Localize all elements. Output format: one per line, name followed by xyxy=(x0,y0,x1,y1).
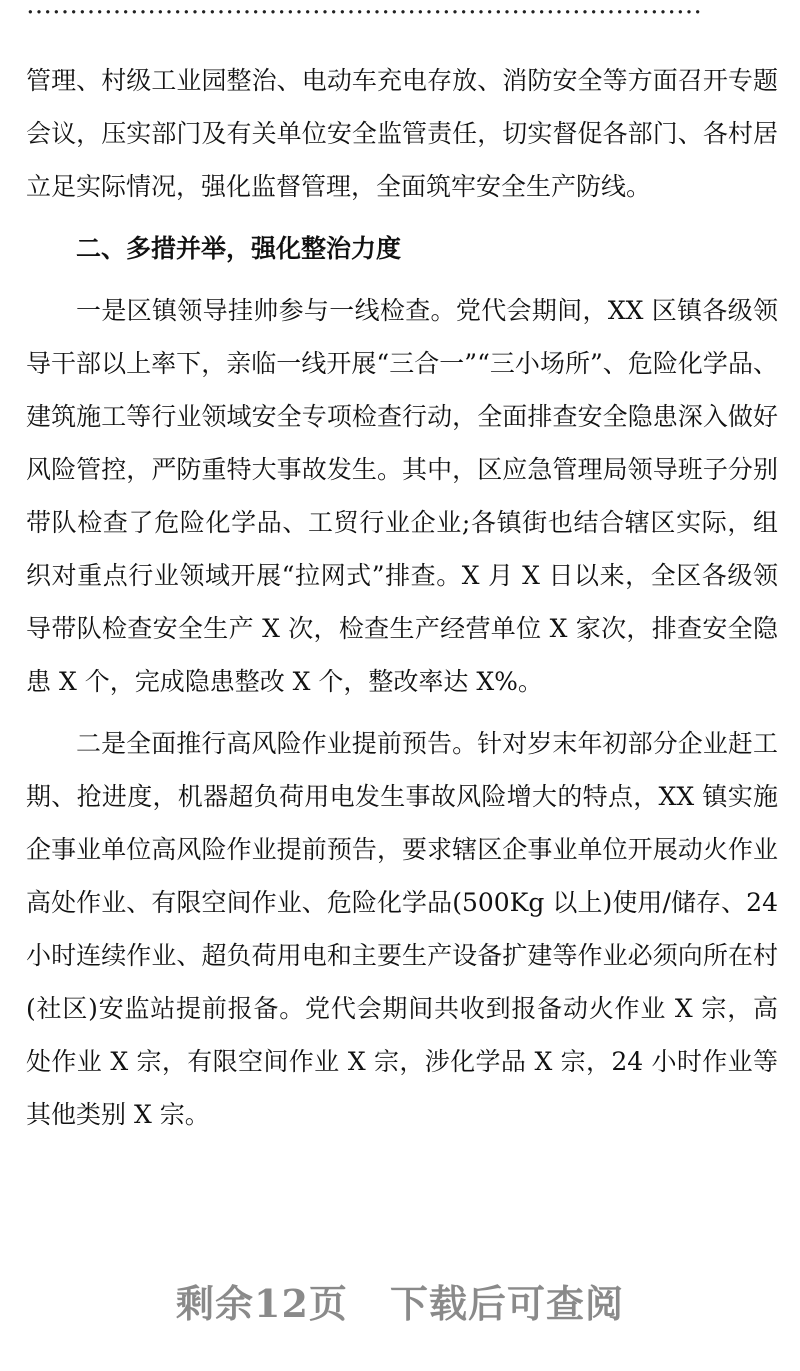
remaining-pages-label[interactable]: 剩余12页 xyxy=(176,1280,348,1326)
download-to-view-link[interactable]: 下载后可查阅 xyxy=(389,1280,624,1326)
truncated-top-line: …………………………………………………………………… xyxy=(26,0,702,20)
section-heading: 二、多措并举，强化整治力度 xyxy=(76,234,402,263)
document-body xyxy=(26,54,778,1141)
paragraph-1: 一是区镇领导挂帅参与一线检查。党代会期间，XX 区镇各级领导干部以上率下，亲临一线开展“三合一”“三小场所”、危险化学品、建筑施工等行业领域安全专项检查行动，全面排查安全隐患深入做好风险管控，严防重特大事故发生。其中，区应急管理局领导班子分别带队检查了危险化学品、工贸行业企业;各镇街也结合辖区实际，组织对重点行业领域开展“拉网式”排查。X 月 X 日以来，全区各级领导带队检查安全生产 X 次，检查生产经营单位 X 家次，排查安全隐患 X 个，完成隐患整改 X 个，整改率达 X%。 xyxy=(26,296,778,696)
download-prompt-bar xyxy=(0,1270,800,1330)
paragraph-intro-continued: 管理、村级工业园整治、电动车充电存放、消防安全等方面召开专题会议，压实部门及有关单位安全监管责任，切实督促各部门、各村居立足实际情况，强化监督管理，全面筑牢安全生产防线。 xyxy=(26,66,778,201)
paragraph-2: 二是全面推行高风险作业提前预告。针对岁末年初部分企业赶工期、抢进度，机器超负荷用电发生事故风险增大的特点，XX 镇实施企事业单位高风险作业提前预告，要求辖区企事业单位开展动火作业高处作业、有限空间作业、危险化学品(500Kg 以上)使用/储存、24 小时连续作业、超负荷用电和主要生产设备扩建等作业必须向所在村(社区)安监站提前报备。党代会期间共收到报备动火作业 X 宗，高处作业 X 宗，有限空间作业 X 宗，涉化学品 X 宗，24 小时作业等其他类别 X 宗。 xyxy=(26,729,778,1129)
